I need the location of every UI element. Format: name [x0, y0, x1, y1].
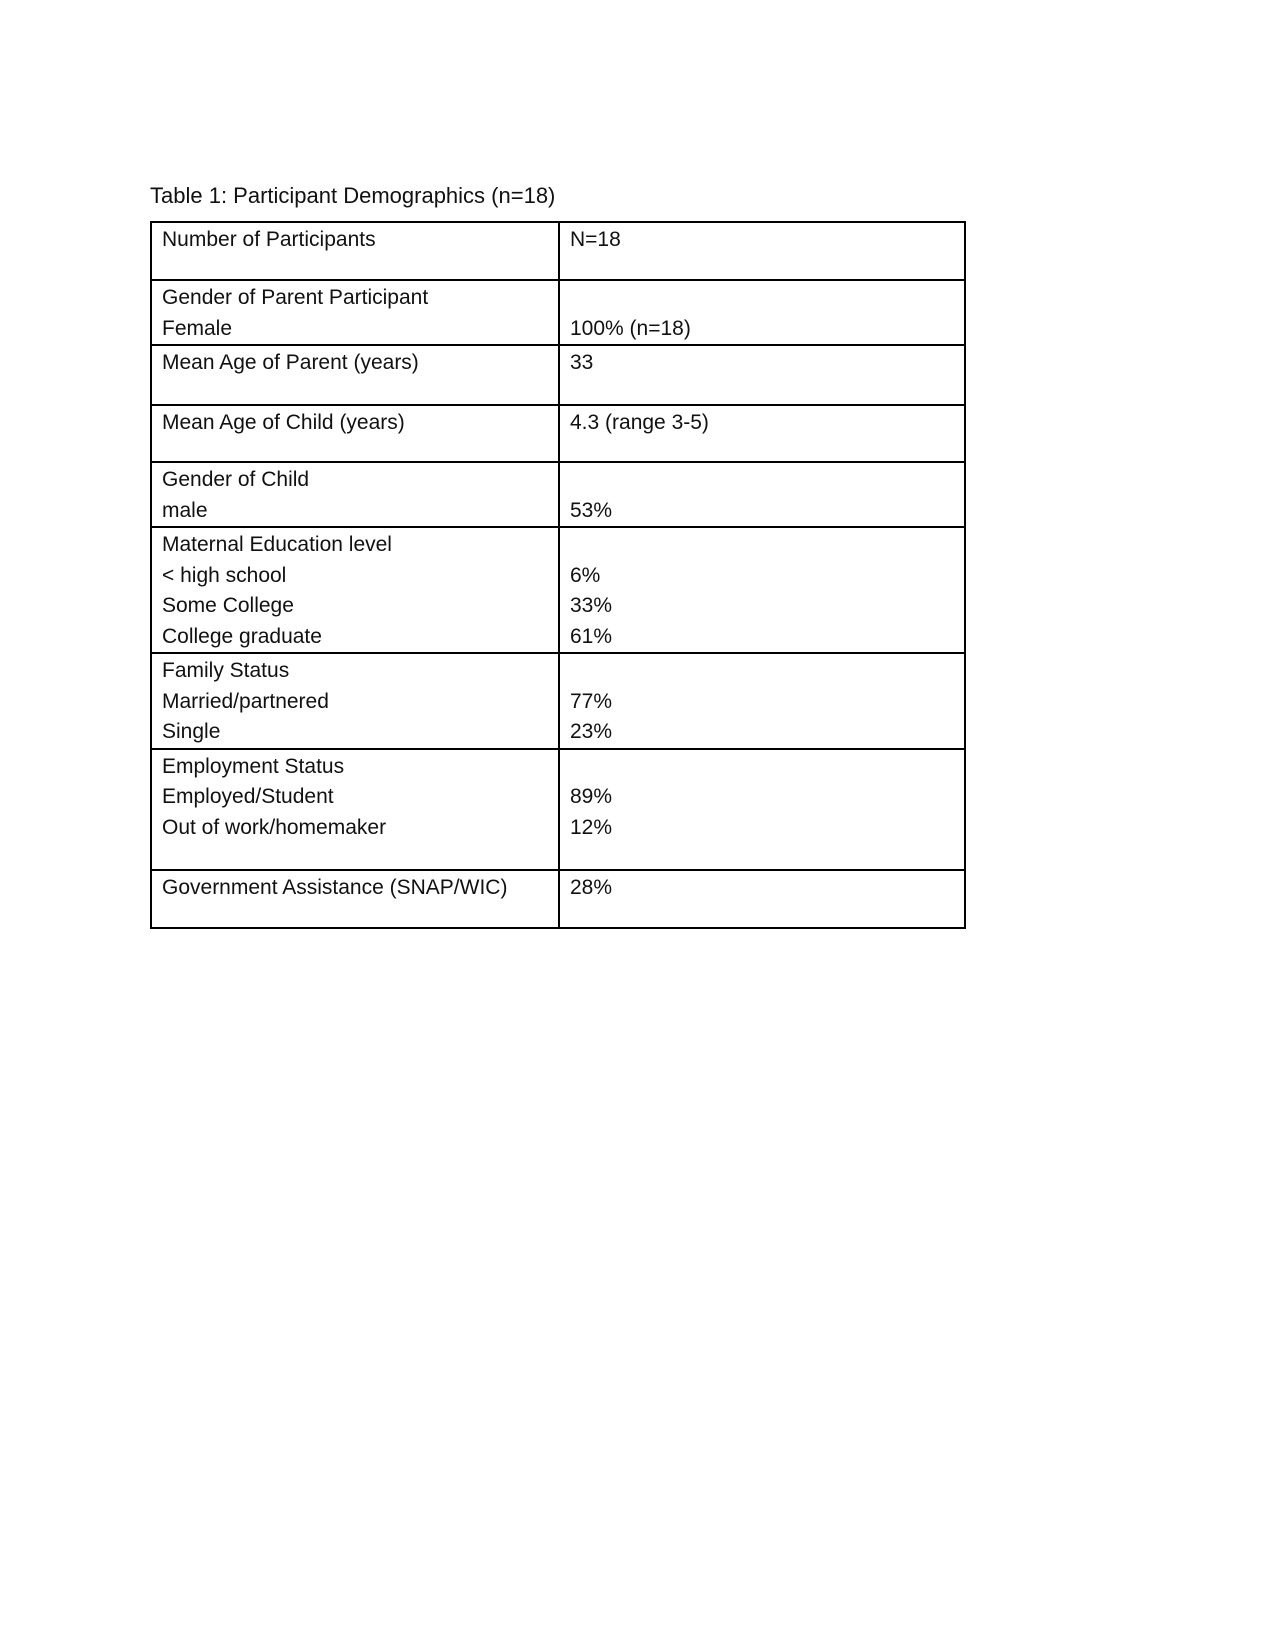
row-label: Out of work/homemaker: [162, 815, 387, 839]
row-value-cell: [559, 527, 965, 653]
row-label-cell: [151, 749, 559, 870]
row-value-cell: [559, 462, 965, 527]
table-row: [151, 222, 965, 280]
row-label: Government Assistance (SNAP/WIC): [162, 875, 508, 899]
row-value: 77%: [570, 689, 613, 713]
row-value-cell: [559, 870, 965, 928]
row-label: Gender of Child: [162, 468, 310, 491]
row-label-cell: [151, 527, 559, 653]
row-value: [570, 530, 954, 561]
row-label: male: [162, 498, 208, 522]
row-value-cell: [559, 345, 965, 405]
row-value: [570, 656, 954, 687]
row-label-cell: [151, 870, 559, 928]
row-value: 4.3 (range 3-5): [570, 411, 709, 434]
row-label-cell: [151, 462, 559, 527]
table-row: [151, 280, 965, 345]
row-label: Maternal Education level: [162, 533, 392, 556]
row-value: 89%: [570, 785, 613, 808]
row-label: College graduate: [162, 624, 322, 648]
row-label: Mean Age of Parent (years): [162, 351, 419, 374]
row-value: [570, 465, 954, 496]
row-value: 53%: [570, 498, 613, 522]
row-value-cell: [559, 222, 965, 280]
row-label-cell: [151, 280, 559, 345]
row-value: N=18: [570, 228, 621, 251]
table-row: [151, 405, 965, 462]
row-value: 33%: [570, 594, 613, 617]
row-label-cell: [151, 345, 559, 405]
row-label: Number of Participants: [162, 228, 376, 251]
row-value: 33: [570, 351, 594, 374]
row-value: [570, 752, 954, 783]
row-label-cell: [151, 405, 559, 462]
row-value: 12%: [570, 815, 613, 839]
row-value: 23%: [570, 720, 613, 743]
row-value: 61%: [570, 624, 613, 648]
row-label: Mean Age of Child (years): [162, 411, 405, 434]
row-value: [570, 283, 954, 314]
row-label: Employment Status: [162, 754, 345, 778]
table-row: [151, 653, 965, 749]
row-label: < high school: [162, 563, 287, 587]
row-label: Gender of Parent Participant: [162, 286, 429, 309]
table-row: [151, 527, 965, 653]
row-label: Employed/Student: [162, 785, 334, 808]
row-label: Single: [162, 720, 221, 743]
row-label: Family Status: [162, 659, 290, 682]
row-value: 100% (n=18): [570, 316, 691, 340]
row-value-cell: [559, 749, 965, 870]
row-value: 28%: [570, 875, 613, 899]
row-label: Female: [162, 316, 233, 340]
row-label: Married/partnered: [162, 689, 329, 713]
table-row: [151, 870, 965, 928]
table-row: [151, 345, 965, 405]
table-caption: Table 1: Participant Demographics (n=18): [150, 183, 556, 208]
table-row: [151, 462, 965, 527]
table-row: [151, 749, 965, 870]
row-value-cell: [559, 280, 965, 345]
row-value-cell: [559, 653, 965, 749]
row-label-cell: [151, 222, 559, 280]
row-label: Some College: [162, 594, 294, 617]
row-value-cell: [559, 405, 965, 462]
row-value: 6%: [570, 563, 601, 587]
demographics-table: [150, 221, 966, 929]
row-label-cell: [151, 653, 559, 749]
